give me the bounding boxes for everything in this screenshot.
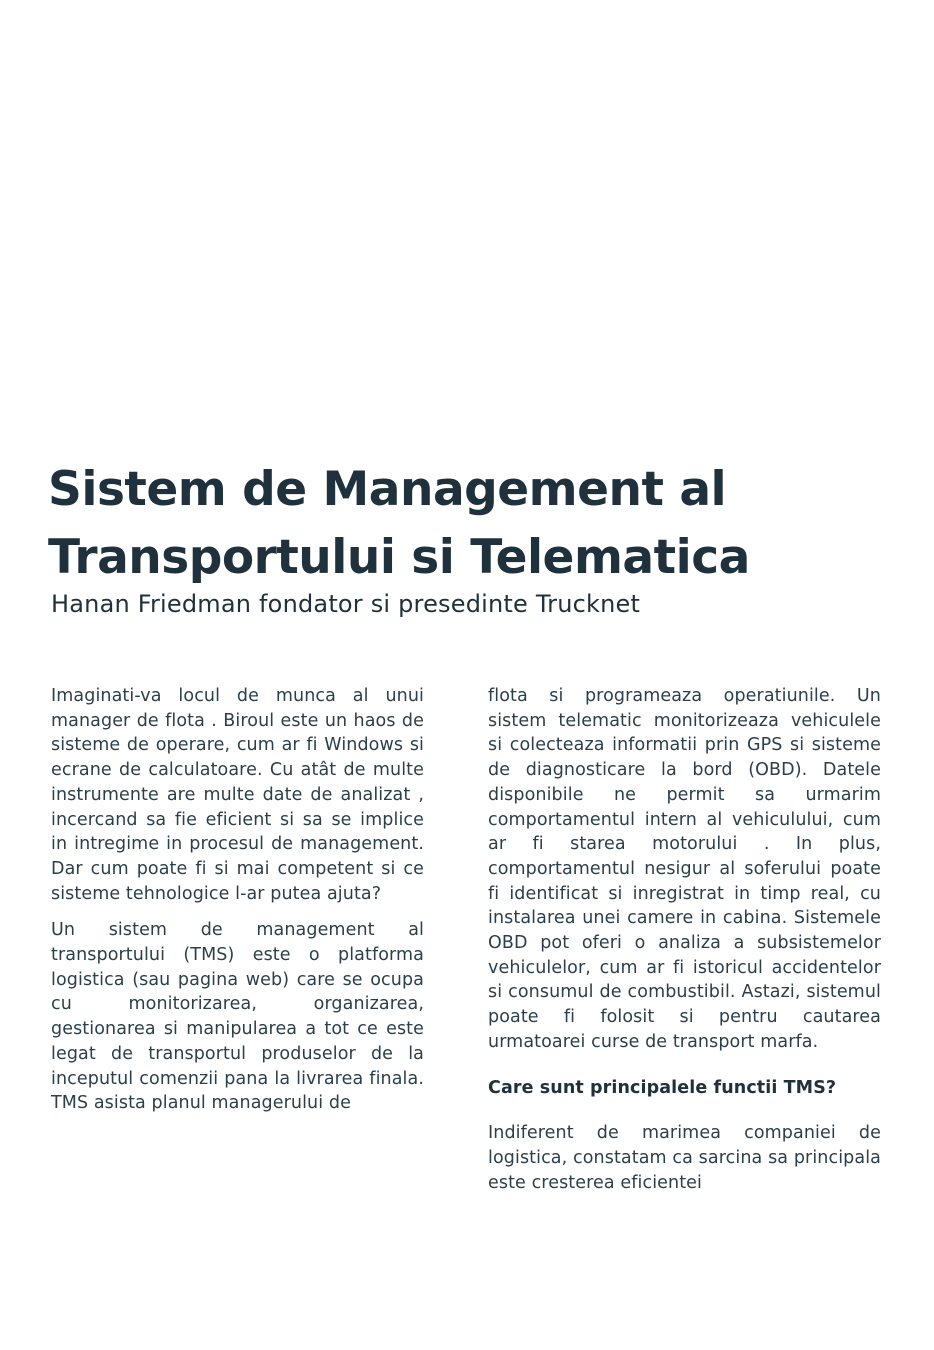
left-paragraph-1: Imaginati-va locul de munca al unui manager de flota . Biroul este un haos de sisteme de operare, cum ar fi Windows si ecrane de calculatoare. Cu atât de multe instrumente are multe date de analizat , incercand sa fie eficient si sa se implice in intregime in procesul de management. Dar cum poate fi si mai competent si ce sisteme tehnologice l-ar putea ajuta? [51,686,424,904]
article-title [48,456,908,592]
left-paragraph-2: Un sistem de management al transportului (TMS) este o platforma logistica (sau pagina web) care se ocupa cu monitorizarea, organizarea, gestionarea si manipularea a tot ce este legat de transportul produselor de la inceputul comenzii pana la livrarea finala. TMS asista planul managerului de [51,920,424,1114]
article-title-line-2: Transportului si Telematica [48,530,750,585]
right-column [488,684,881,1195]
article-subtitle: Hanan Friedman fondator si presedinte Trucknet [51,590,641,618]
left-column [51,684,424,1116]
article-title-line-1: Sistem de Management al [48,462,727,517]
section-heading: Care sunt principalele functii TMS? [488,1077,837,1098]
right-paragraph-1: flota si programeaza operatiunile. Un sistem telematic monitorizeaza vehiculele si colecteaza informatii prin GPS si sisteme de diagnosticare la bord (OBD). Datele disponibile ne permit sa urmarim comportamentul intern al vehiculului, cum ar fi starea motorului . In plus, comportamentul nesigur al soferului poate fi identificat si inregistrat in timp real, cu instalarea unei camere in cabina. Sistemele OBD pot oferi o analiza a subsistemelor vehiculelor, cum ar fi istoricul accidentelor si consumul de combustibil. Astazi, sistemul poate fi folosit si pentru cautarea urmatoarei curse de transport marfa. [488,686,881,1052]
right-paragraph-2: Indiferent de marimea companiei de logistica, constatam ca sarcina sa principala este cresterea eficientei [488,1123,881,1193]
